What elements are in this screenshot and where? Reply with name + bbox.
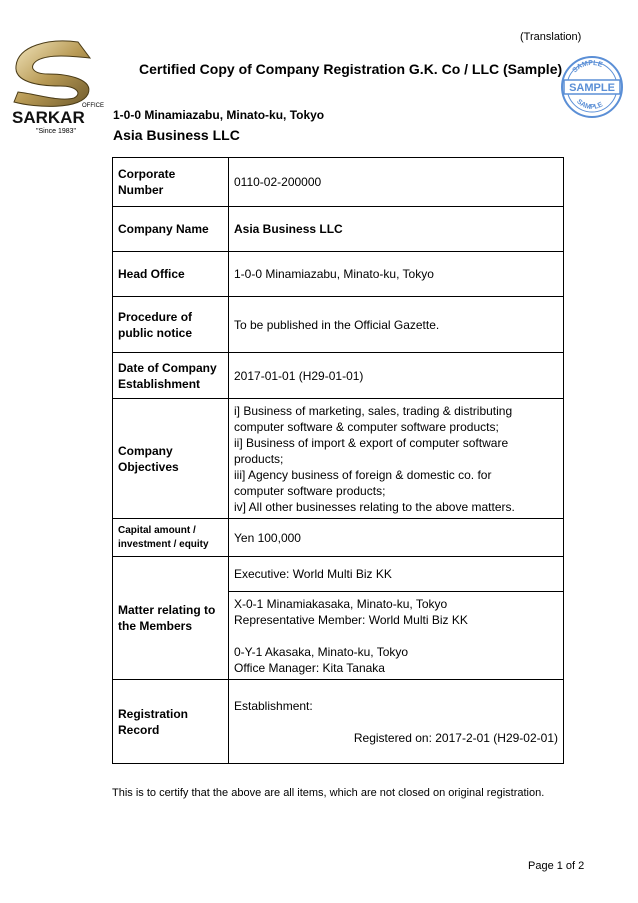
registration-line: Establishment: bbox=[234, 698, 313, 713]
members-executive-value: Executive: World Multi Biz KK bbox=[229, 557, 564, 592]
stamp-center-text: SAMPLE bbox=[569, 82, 615, 94]
table-row bbox=[113, 252, 564, 297]
logo-brand-text: SARKAR bbox=[12, 108, 85, 127]
members-detail-value bbox=[229, 592, 564, 680]
objective-line: ii] Business of import & export of computer software bbox=[234, 435, 509, 450]
table-row bbox=[113, 353, 564, 399]
table-row bbox=[113, 519, 564, 557]
corporate-number-value: 0110-02-200000 bbox=[229, 158, 564, 207]
row-label-line: Corporate bbox=[118, 167, 176, 181]
member-line: 0-Y-1 Akasaka, Minato-ku, Tokyo bbox=[234, 644, 409, 659]
row-label-line: Registration bbox=[118, 706, 189, 721]
row-label bbox=[113, 158, 229, 207]
member-line: X-0-1 Minamiakasaka, Minato-ku, Tokyo bbox=[234, 596, 448, 611]
registration-date: Registered on: 2017-2-01 (H29-02-01) bbox=[353, 730, 558, 745]
sarkar-logo bbox=[8, 36, 104, 136]
registration-spacer bbox=[234, 714, 558, 730]
member-spacer bbox=[234, 628, 558, 644]
table-row bbox=[113, 158, 564, 207]
row-label bbox=[113, 519, 229, 557]
objective-line: i] Business of marketing, sales, trading & distributing bbox=[234, 403, 513, 418]
objective-line: products; bbox=[234, 451, 284, 466]
capital-value: Yen 100,000 bbox=[229, 519, 564, 557]
stamp-top-text: SAMPLE bbox=[571, 59, 604, 75]
row-label-line: public notice bbox=[118, 325, 193, 340]
objective-line: iii] Agency business of foreign & domestic co. for bbox=[234, 467, 492, 482]
page-number: Page 1 of 2 bbox=[528, 860, 585, 872]
registration-table bbox=[112, 157, 564, 764]
public-notice-value: To be published in the Official Gazette. bbox=[229, 297, 564, 353]
head-office-value: 1-0-0 Minamiazabu, Minato-ku, Tokyo bbox=[229, 252, 564, 297]
stamp-bottom-text: SAMPLE bbox=[575, 98, 605, 112]
table-row bbox=[113, 297, 564, 353]
document-title: Certified Copy of Company Registration G.K. Co / LLC (Sample) bbox=[139, 61, 563, 77]
table-row bbox=[113, 207, 564, 252]
sample-stamp bbox=[560, 55, 624, 119]
row-label bbox=[113, 399, 229, 519]
table-row bbox=[113, 399, 564, 519]
objectives-value bbox=[229, 399, 564, 519]
row-label-line: Record bbox=[118, 722, 160, 737]
company-name-value: Asia Business LLC bbox=[229, 207, 564, 252]
member-line: Representative Member: World Multi Biz KK bbox=[234, 612, 468, 627]
row-label-line: Matter relating to bbox=[118, 603, 216, 617]
row-label: Head Office bbox=[113, 252, 229, 297]
row-label bbox=[113, 557, 229, 680]
member-line: Office Manager: Kita Tanaka bbox=[234, 660, 385, 675]
row-label-line: Objectives bbox=[118, 459, 179, 474]
row-label: Company Name bbox=[113, 207, 229, 252]
row-label bbox=[113, 297, 229, 353]
registration-value bbox=[229, 680, 564, 764]
row-label bbox=[113, 680, 229, 764]
row-label-line: Date of Company bbox=[118, 360, 217, 375]
table-row bbox=[113, 557, 564, 592]
logo-office-text: OFFICE bbox=[82, 103, 104, 109]
table-row bbox=[113, 680, 564, 764]
logo-since-text: "Since 1983" bbox=[36, 128, 76, 135]
address-line: 1-0-0 Minamiazabu, Minato-ku, Tokyo bbox=[113, 108, 325, 122]
row-label-line: Company bbox=[118, 443, 173, 458]
row-label-line: Procedure of bbox=[118, 309, 193, 324]
row-label-line: Number bbox=[118, 183, 164, 197]
establishment-value: 2017-01-01 (H29-01-01) bbox=[229, 353, 564, 399]
objective-line: iv] All other businesses relating to the above matters. bbox=[234, 499, 515, 514]
company-heading: Asia Business LLC bbox=[113, 127, 240, 143]
translation-note: (Translation) bbox=[520, 31, 582, 43]
row-label bbox=[113, 353, 229, 399]
row-label-line: the Members bbox=[118, 619, 193, 633]
row-label-line: Capital amount / bbox=[118, 524, 196, 536]
certification-text: This is to certify that the above are all items, which are not closed on original registration. bbox=[112, 787, 545, 799]
objective-line: computer software & computer software products; bbox=[234, 419, 499, 434]
row-label-line: Establishment bbox=[118, 376, 201, 391]
objective-line: computer software products; bbox=[234, 483, 386, 498]
row-label-line: investment / equity bbox=[118, 538, 209, 550]
